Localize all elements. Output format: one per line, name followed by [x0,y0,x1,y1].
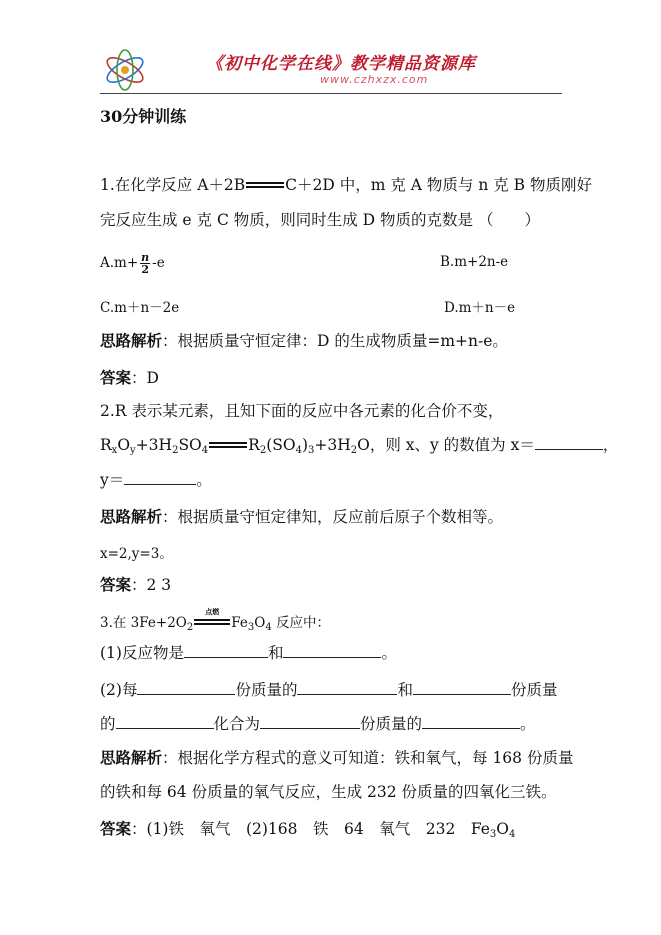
header-title: 《初中化学在线》教学精品资源库 [206,54,476,74]
q1-option-d: D.m＋n－e [444,300,516,316]
blank-x[interactable] [535,435,603,450]
q3-analysis-line1 [100,746,573,768]
q3-line1-pre: 3.在 $3Fe+2O_2$ [100,615,194,633]
blank-y[interactable] [124,470,196,485]
q2-eq-left: $R_xO_y+3H_2SO_4$ [100,436,209,456]
analysis-text: ：根据化学方程式的意义可知道：铁和氧气，每 168 份质量 [162,749,574,767]
q3-item1-mid: 和 [267,644,284,662]
q3-item3-b: 份质量的 [360,715,423,733]
answer-label: 答案 [100,819,132,838]
q2-line3-pre: y＝ [100,471,125,489]
q2-eq-right: $R_2(SO_4)_3+3H_2O$，则 x、y 的数值为 x＝ [248,436,535,456]
answer-text: ：(1)铁 氧气 (2)168 铁 64 氧气 232 $Fe_3O_4$ [131,820,516,840]
answer-label: 答案 [100,575,132,594]
q3-item3-a: 化合为 [213,715,261,733]
q2-extra: x=2,y=3。 [100,546,173,562]
fraction-numerator: n [141,251,150,264]
reaction-arrow [193,607,231,628]
blank-substance-2[interactable] [116,714,214,729]
q1-line2: 完反应生成 e 克 C 物质，则同时生成 D 物质的克数是 （ ） [100,211,540,229]
q3-item1-pre: (1)反应物是 [100,644,184,662]
blank-substance-1[interactable] [297,680,397,695]
blank-mass-3[interactable] [260,714,360,729]
q3-item3: 的 化合为 份质量的 。 [100,715,536,733]
q1-option-a [100,252,165,275]
blank-mass-2[interactable] [413,680,511,695]
q1-option-b: B.m+2n-e [440,254,509,270]
q3-item2-c: 份质量 [511,681,558,699]
reaction-condition: 点燃 [205,607,220,616]
q2-answer [100,573,171,595]
q1-answer [100,366,159,388]
fraction [140,252,150,275]
q2-line1: 2.R 表示某元素，且知下面的反应中各元素的化合价不变， [100,402,504,420]
q2-analysis [100,505,503,527]
q1-line1-pre: 1.在化学反应 A＋2B [100,176,246,194]
q3-item3-pre: 的 [100,715,116,733]
q3-line1-post: $Fe_3O_4$ 反应中： [231,615,330,633]
q1-option-a-pre: A.m+ [100,255,139,271]
q2-line3: y＝ 。 [100,471,212,489]
q3-analysis-line2: 的铁和每 64 份质量的氧气反应，生成 232 份质量的四氧化三铁。 [100,783,557,801]
equals-double-line [193,614,231,628]
analysis-label: 思路解析 [100,331,163,350]
q3-item2-b: 和 [397,681,413,699]
q3-item2-pre: (2)每 [100,681,138,699]
q3-answer [100,817,515,839]
equals-double-line [208,437,248,451]
analysis-label: 思路解析 [100,507,163,526]
section-title: 30分钟训练 [100,107,187,126]
blank-reactant-1[interactable] [184,643,268,658]
header-divider [100,93,562,94]
fraction-denominator: 2 [141,263,149,276]
analysis-text: ：根据质量守恒定律知，反应前后原子个数相等。 [162,508,504,526]
header-url: www.czhxzx.com [320,73,429,86]
q3-item1: (1)反应物是 和 。 [100,644,397,662]
answer-text: ：2 3 [131,576,172,594]
q3-item2 [100,678,558,700]
q1-line1-post: C＋2D 中，m 克 A 物质与 n 克 B 物质刚好 [285,176,593,194]
analysis-label: 思路解析 [100,748,163,767]
answer-text: ：D [131,369,159,387]
q2-line2: $R_xO_y+3H_2SO_4$ $R_2(SO_4)_3+3H_2O$，则 x、y 的数值为 x＝ ， [100,436,619,456]
q1-option-c: C.m＋n－2e [100,300,180,316]
blank-reactant-2[interactable] [283,643,381,658]
answer-label: 答案 [100,368,132,387]
q1-option-a-post: -e [152,255,165,271]
q1-analysis [100,329,508,351]
header-banner [100,44,562,94]
q3-line1 [100,607,330,633]
equals-double-line [245,177,285,191]
analysis-text: ：根据质量守恒定律：D 的生成物质量=m+n-e。 [162,332,508,350]
blank-mass-1[interactable] [137,680,235,695]
blank-product[interactable] [422,714,520,729]
atom-logo-icon [102,46,148,94]
q1-line1 [100,173,592,195]
q3-item2-a: 份质量的 [235,681,298,699]
